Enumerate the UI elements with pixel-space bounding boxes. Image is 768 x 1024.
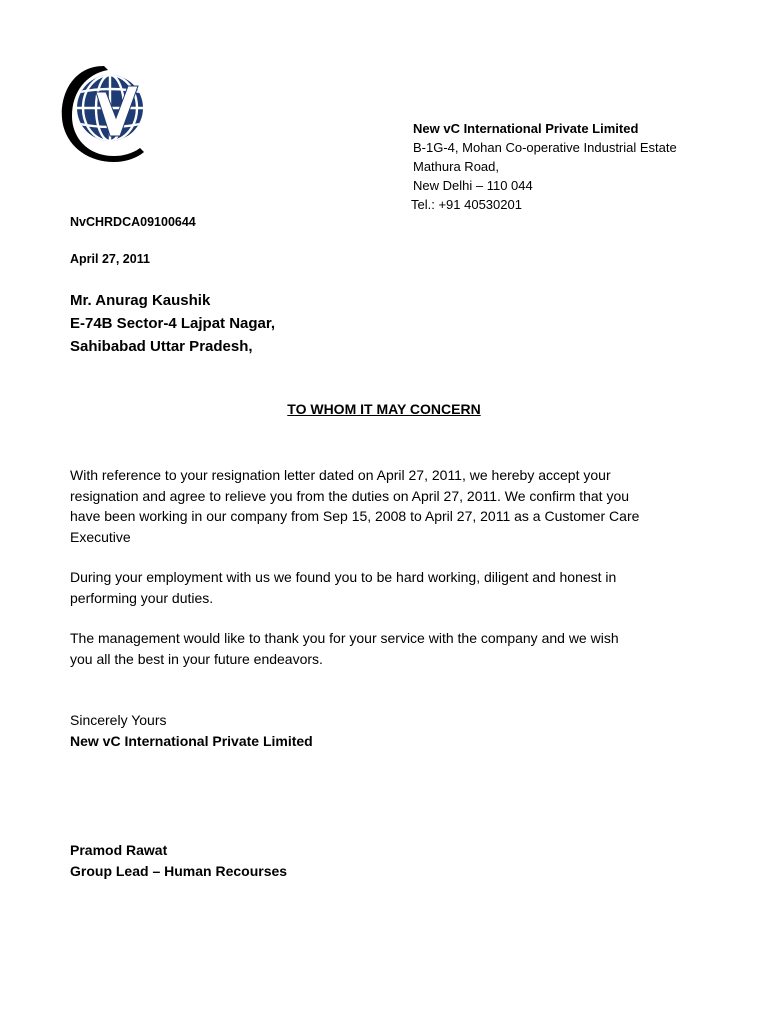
body-line: have been working in our company from Sep 15, 2008 to April 27, 2011 as a Customer Care [70,508,640,524]
letter-subject: TO WHOM IT MAY CONCERN [287,401,481,417]
body-line: performing your duties. [70,589,214,606]
body-paragraph-2 [70,567,700,608]
company-name: New vC International Private Limited [413,121,639,136]
company-address-line1: B-1G-4, Mohan Co-operative Industrial Estate [413,140,677,155]
recipient-address-line2: Sahibabad Uttar Pradesh, [70,338,253,355]
signatory-title: Group Lead – Human Recourses [70,863,288,879]
company-phone: Tel.: +91 40530201 [411,197,522,212]
closing-salutation: Sincerely Yours [70,712,167,728]
recipient-address-line1: E-74B Sector-4 Lajpat Nagar, [70,315,276,332]
body-line: With reference to your resignation letter dated on April 27, 2011, we hereby accept your [70,467,611,483]
body-line: Executive [70,528,131,545]
reference-number: NvCHRDCA09100644 [70,215,196,229]
recipient-name: Mr. Anurag Kaushik [70,292,211,309]
body-line: you all the best in your future endeavors. [70,650,323,667]
company-address-line3: New Delhi – 110 044 [413,178,533,193]
body-line: During your employment with us we found you to be hard working, diligent and honest in [70,569,617,585]
body-line: resignation and agree to relieve you from the duties on April 27, 2011. We confirm that you [70,487,630,504]
body-paragraph-1 [70,465,700,547]
company-address-line2: Mathura Road, [413,159,499,174]
recipient-block [70,289,275,358]
letter-date: April 27, 2011 [70,252,150,266]
company-logo-icon [58,62,150,166]
signatory-name: Pramod Rawat [70,842,168,858]
body-paragraph-3 [70,628,700,669]
body-line: The management would like to thank you for your service with the company and we wish [70,630,619,646]
closing-company: New vC International Private Limited [70,733,313,749]
